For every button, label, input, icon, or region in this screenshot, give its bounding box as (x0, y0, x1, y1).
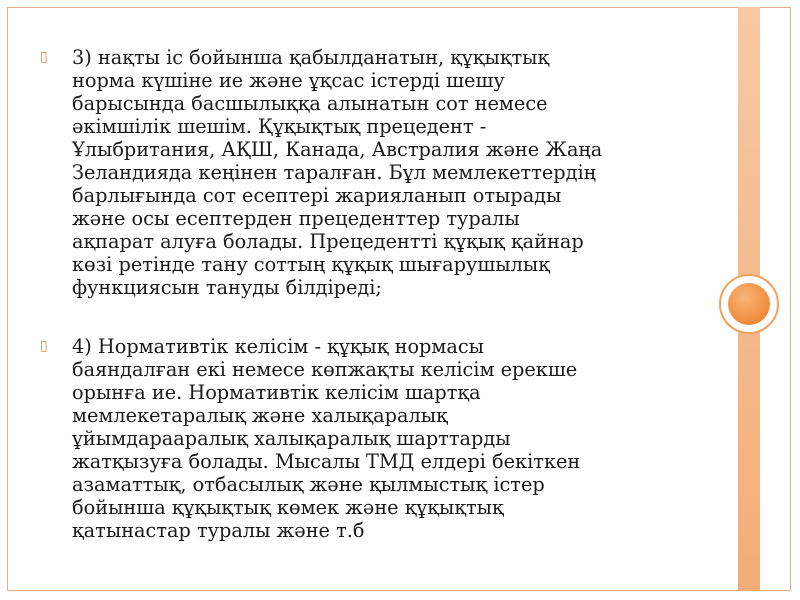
bullet-text: 3) нақты іс бойынша қабылданатын, құқықтық норма күшіне ие және ұқсас істерді шешу барысында басшылыққа алынатын сот немесе әкімшілік шешім. Құқықтық прецедент - Ұлыбритания, АҚШ, Канада, Австралия және Жаңа Зеландияда кеңінен таралған. Бұл мемлекеттердің барлығында сот есептері жарияланып отырады және осы есептерден прецеденттер туралы ақпарат алуға болады. Прецедентті құқық қайнар көзі ретінде тану соттың құқық шығарушылық функциясын тануды білдіреді; (72, 46, 603, 299)
small-square-bullet-icon: ▯ (40, 338, 48, 354)
slide-content (40, 46, 680, 542)
decorative-circle-icon (719, 274, 779, 334)
bullet-item-precedent (40, 46, 680, 299)
decorative-circle-inner (728, 283, 770, 325)
bullet-text: 4) Нормативтік келісім - құқық нормасы баяндалған екі немесе көпжақты келісім ерекше орынға ие. Нормативтік келісім шартқа мемлекетаралық және халықаралық ұйымдарааралық халықаралық шарттарды жатқызуға болады. Мысалы ТМД елдері бекіткен азаматтық, отбасылық және қылмыстық істер бойынша құқықтық көмек және құқықтық қатынастар туралы және т.б (72, 335, 581, 542)
bullet-item-normative-agreement (40, 335, 680, 542)
small-square-bullet-icon: ▯ (40, 49, 48, 65)
